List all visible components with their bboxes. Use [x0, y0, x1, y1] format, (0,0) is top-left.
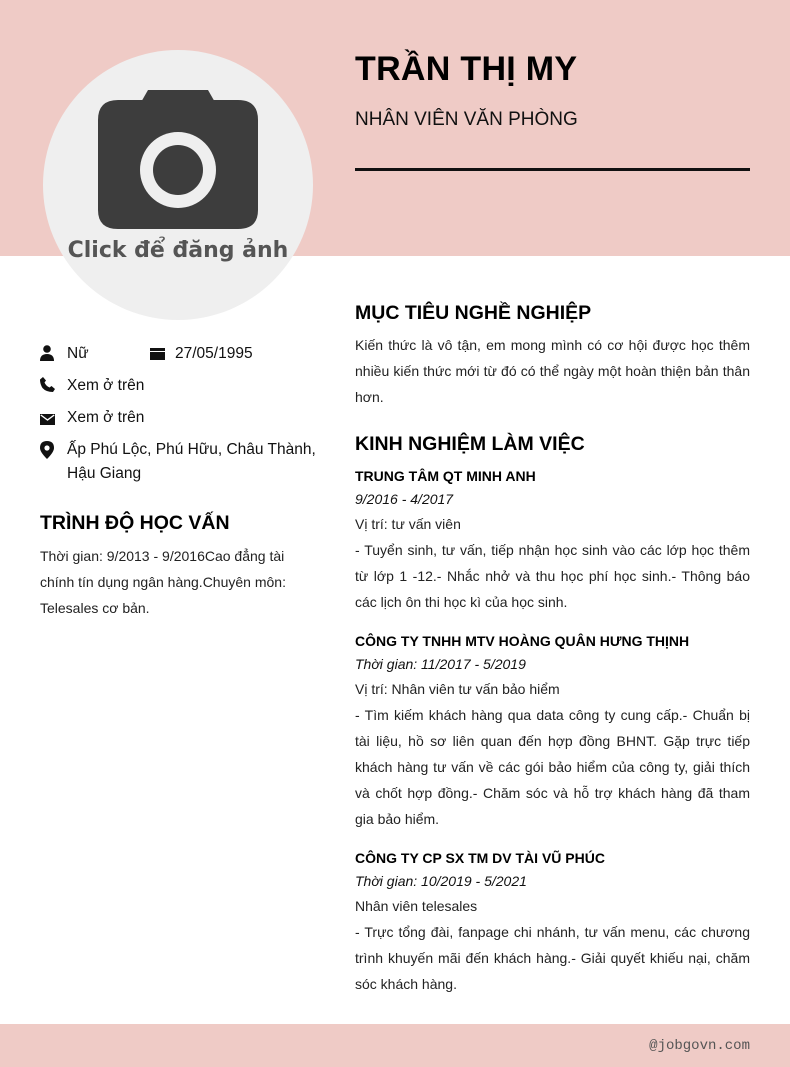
photo-caption: Click để đăng ảnh	[67, 238, 289, 263]
job-title: NHÂN VIÊN VĂN PHÒNG	[355, 109, 578, 130]
phone-value: Xem ở trên	[67, 377, 145, 394]
work-period: Thời gian: 11/2017 - 5/2019	[355, 656, 526, 672]
candidate-name: TRẦN THỊ MY	[355, 50, 578, 88]
email-value: Xem ở trên	[67, 409, 145, 426]
work-role: Nhân viên telesales	[355, 898, 478, 914]
photo-upload[interactable]	[43, 50, 313, 320]
header-divider	[355, 168, 750, 171]
info-gender	[40, 342, 89, 366]
work-description: - Tuyển sinh, tư vấn, tiếp nhận học sinh vào các lớp học thêm từ lớp 1 -12.- Nhắc nhở và thu học phí học sinh.- Thông báo các lịch ôn thi học kì của học sinh.	[355, 542, 750, 610]
location-pin-icon	[40, 438, 67, 464]
info-phone	[40, 374, 144, 398]
work-period: 9/2016 - 4/2017	[355, 491, 454, 507]
company-name: CÔNG TY TNHH MTV HOÀNG QUÂN HƯNG THỊNH	[355, 633, 690, 649]
phone-icon	[40, 374, 67, 397]
person-icon	[40, 342, 67, 366]
address-value: Ấp Phú Lộc, Phú Hữu, Châu Thành, Hậu Giang	[67, 441, 316, 482]
work-role: Vị trí: Nhân viên tư vấn bảo hiểm	[355, 681, 560, 697]
info-birthdate	[150, 342, 253, 366]
camera-icon	[98, 90, 258, 230]
work-description: - Tìm kiếm khách hàng qua data công ty cung cấp.- Chuẩn bị tài liệu, hồ sơ liên quan đến hợp đồng BHNT. Gặp trực tiếp khách hàng tư vấn về các gói bảo hiểm của công ty, giải thích và chốt hợp đồng.- Chăm sóc và hỗ trợ khách hàng đã tham gia bảo hiểm.	[355, 707, 750, 827]
experience-heading: KINH NGHIỆM LÀM VIỆC	[355, 433, 585, 455]
education-heading: TRÌNH ĐỘ HỌC VẤN	[40, 512, 230, 534]
birthdate-value: 27/05/1995	[175, 345, 253, 362]
footer-watermark: @jobgovn.com	[649, 1038, 750, 1054]
education-text: Thời gian: 9/2013 - 9/2016Cao đẳng tài chính tín dụng ngân hàng.Chuyên môn: Telesales cơ bản.	[40, 548, 286, 616]
gender-value: Nữ	[67, 345, 89, 362]
company-name: TRUNG TÂM QT MINH ANH	[355, 468, 536, 484]
work-description: - Trực tổng đài, fanpage chi nhánh, tư vấn menu, các chương trình khuyến mãi đến khách hàng.- Giải quyết khiếu nại, chăm sóc khách hàng.	[355, 924, 750, 992]
objective-heading: MỤC TIÊU NGHỀ NGHIỆP	[355, 302, 592, 324]
work-period: Thời gian: 10/2019 - 5/2021	[355, 873, 527, 889]
mail-icon	[40, 406, 67, 430]
company-name: CÔNG TY CP SX TM DV TÀI VŨ PHÚC	[355, 850, 605, 866]
info-email	[40, 406, 144, 430]
objective-text: Kiến thức là vô tận, em mong mình có cơ hội được học thêm nhiều kiến thức mới từ đó có thể ngày một hoàn thiện bản thân hơn.	[355, 337, 750, 405]
info-address	[40, 438, 325, 486]
work-role: Vị trí: tư vấn viên	[355, 516, 461, 532]
calendar-icon	[150, 342, 175, 365]
footer-band	[0, 1024, 790, 1067]
